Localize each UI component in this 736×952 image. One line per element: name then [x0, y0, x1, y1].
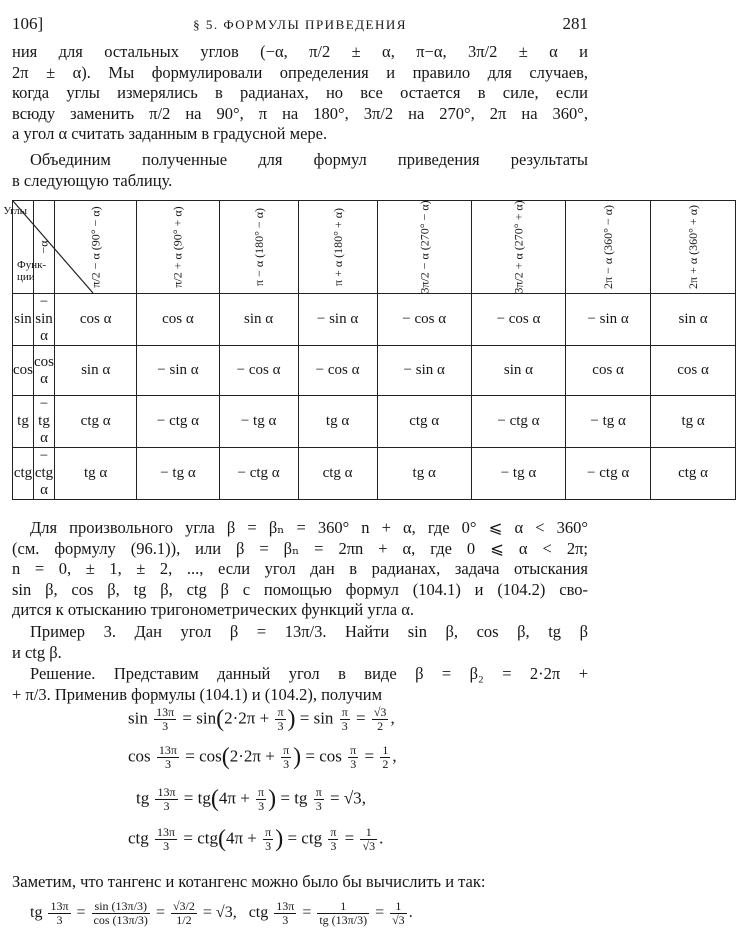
text-line: + π/3. Применив формулы (104.1) и (104.2), получим [12, 684, 383, 704]
column-header: 3π/2 + α (270° + α) [471, 201, 565, 294]
table-cell: ctg α [298, 448, 377, 500]
formula-cos: cos $\frac{13\pi}{3}$ = cos(2·2π + $\frac{\pi}{3}$ ) = cos $\frac{\pi}{3}$ = $\frac{1}{2}$ , [128, 743, 397, 771]
table-cell: tg α [55, 448, 137, 500]
solution [12, 664, 588, 705]
column-header: 2π − α (360° − α) [566, 201, 651, 294]
formula-tg: tg $\frac{13\pi}{3}$ = tg(4π + $\frac{\pi}{3}$ ) = tg $\frac{\pi}{3}$ = √3, [136, 785, 366, 813]
paragraph-3 [12, 518, 588, 621]
table-cell: sin α [219, 294, 298, 346]
column-header: π − α (180° − α) [219, 201, 298, 294]
table-cell: − cos α [298, 346, 377, 396]
table-cell: cos α [34, 346, 55, 396]
text-line: n = 0, ± 1, ± 2, ..., если угол дан в радианах, задача отыскания [12, 559, 588, 578]
text-line: когда углы измерялись в радианах, но все остается в силе, если [12, 83, 588, 102]
corner-label-functions: Функ- ции [17, 259, 47, 283]
row-function: sin [13, 294, 34, 346]
table-cell: − tg α [566, 396, 651, 448]
section-number: 106] [12, 14, 44, 33]
table-cell: − cos α [471, 294, 565, 346]
table-cell: − sin α [35, 294, 53, 344]
table-cell: − tg α [137, 448, 219, 500]
text-line: дится к отысканию тригонометрических функций угла α. [12, 600, 414, 619]
table-cell: ctg α [377, 396, 471, 448]
table-cell: − sin α [137, 346, 219, 396]
table-row [13, 396, 736, 448]
table-cell: cos α [55, 294, 137, 346]
reduction-formulas-table [3, 199, 736, 500]
table-cell: − sin α [566, 294, 651, 346]
table-header-row [13, 201, 736, 294]
column-header: π/2 − α (90° − α) [55, 201, 137, 294]
text-line: Для произвольного угла β = βₙ = 360° n + α, где 0° ⩽ α < 360° [30, 518, 588, 537]
text-line: а угол α считать заданным в градусной мере. [12, 124, 328, 143]
example-3 [12, 622, 588, 663]
table-cell: − ctg α [566, 448, 651, 500]
column-header: 2π + α (360° + α) [651, 201, 736, 294]
table-cell: − cos α [377, 294, 471, 346]
table-cell: − ctg α [34, 448, 54, 498]
text-line: 2π ± α). Мы формулировали определения и правило для случаев, [12, 62, 588, 82]
page-header [12, 14, 588, 38]
paragraph-4 [12, 872, 588, 893]
table-cell: tg α [377, 448, 471, 500]
formula-ctg: ctg $\frac{13\pi}{3}$ = ctg(4π + $\frac{\pi}{3}$ ) = ctg $\frac{\pi}{3}$ = $\frac{1}{√3}$ . [128, 825, 384, 853]
text-line: Решение. Представим данный угол в виде β = β₂ = 2·2π + [30, 664, 588, 683]
text-line: Объединим полученные для формул приведения результаты [30, 150, 588, 169]
table-row [13, 294, 736, 346]
text-line: (см. формулу (96.1)), или β = βₙ = 2πn + α, где 0 ⩽ α < 2π; [12, 538, 588, 558]
formula-sin: sin $\frac{13\pi}{3}$ = sin(2·2π + $\frac{\pi}{3}$ ) = sin $\frac{\pi}{3}$ = $\frac{√3}{2}$ , [128, 705, 395, 733]
table-cell: − ctg α [471, 396, 565, 448]
table-cell: tg α [651, 396, 736, 448]
table-cell: tg α [298, 396, 377, 448]
table-cell: − tg α [219, 396, 298, 448]
table-cell: − ctg α [219, 448, 298, 500]
table-cell: − tg α [471, 448, 565, 500]
column-header: π + α (180° + α) [298, 201, 377, 294]
table-cell: cos α [651, 346, 736, 396]
table-cell: sin α [55, 346, 137, 396]
text-line: ния для остальных углов (−α, π/2 ± α, π−α, 3π/2 ± α и [12, 42, 588, 61]
table-cell: cos α [137, 294, 219, 346]
row-function: cos [13, 346, 34, 396]
table-cell: sin α [471, 346, 565, 396]
paragraph-1 [12, 42, 588, 145]
table-cell: − sin α [298, 294, 377, 346]
formula-final: tg $\frac{13\pi}{3}$ = $\frac{\sin (13\pi/3)}{\cos (13\pi/3)}$ = $\frac{√3/2}{1/2}$ = √3, ctg $\frac{13\pi}{3}$ = $\frac{1}{tg (13\pi/3)}$ = $\frac{1}{√3}$ . [30, 899, 413, 927]
table-corner-cell [3, 201, 47, 294]
text-line: всюду заменить π/2 на 90°, π на 180°, 3π/2 на 270°, 2π на 360°, [12, 103, 588, 123]
table-cell: sin α [651, 294, 736, 346]
corner-label-angles: Углы [3, 205, 27, 217]
table-cell: − ctg α [137, 396, 219, 448]
table-row [13, 346, 736, 396]
table-row [13, 448, 736, 500]
running-title: § 5. ФОРМУЛЫ ПРИВЕДЕНИЯ [193, 17, 407, 32]
text-line: Пример 3. Дан угол β = 13π/3. Найти sin β, cos β, tg β [30, 622, 588, 641]
column-header: π/2 + α (90° + α) [137, 201, 219, 294]
table-cell: − tg α [34, 396, 55, 448]
text-line: и ctg β. [12, 642, 62, 662]
table-cell: ctg α [55, 396, 137, 448]
page-number: 281 [562, 14, 588, 33]
column-header: −α [34, 201, 55, 294]
table-cell: − sin α [377, 346, 471, 396]
text-line: Заметим, что тангенс и котангенс можно было бы вычислить и так: [12, 872, 486, 891]
row-function: ctg [13, 448, 34, 500]
column-header: 3π/2 − α (270° − α) [377, 201, 471, 294]
table-cell: ctg α [651, 448, 736, 500]
row-function: tg [13, 396, 34, 448]
table-cell: cos α [566, 346, 651, 396]
text-line: в следующую таблицу. [12, 170, 173, 190]
paragraph-2 [12, 150, 588, 191]
text-line: sin β, cos β, tg β, ctg β с помощью формул (104.1) и (104.2) сво- [12, 579, 588, 599]
table-cell: − cos α [219, 346, 298, 396]
